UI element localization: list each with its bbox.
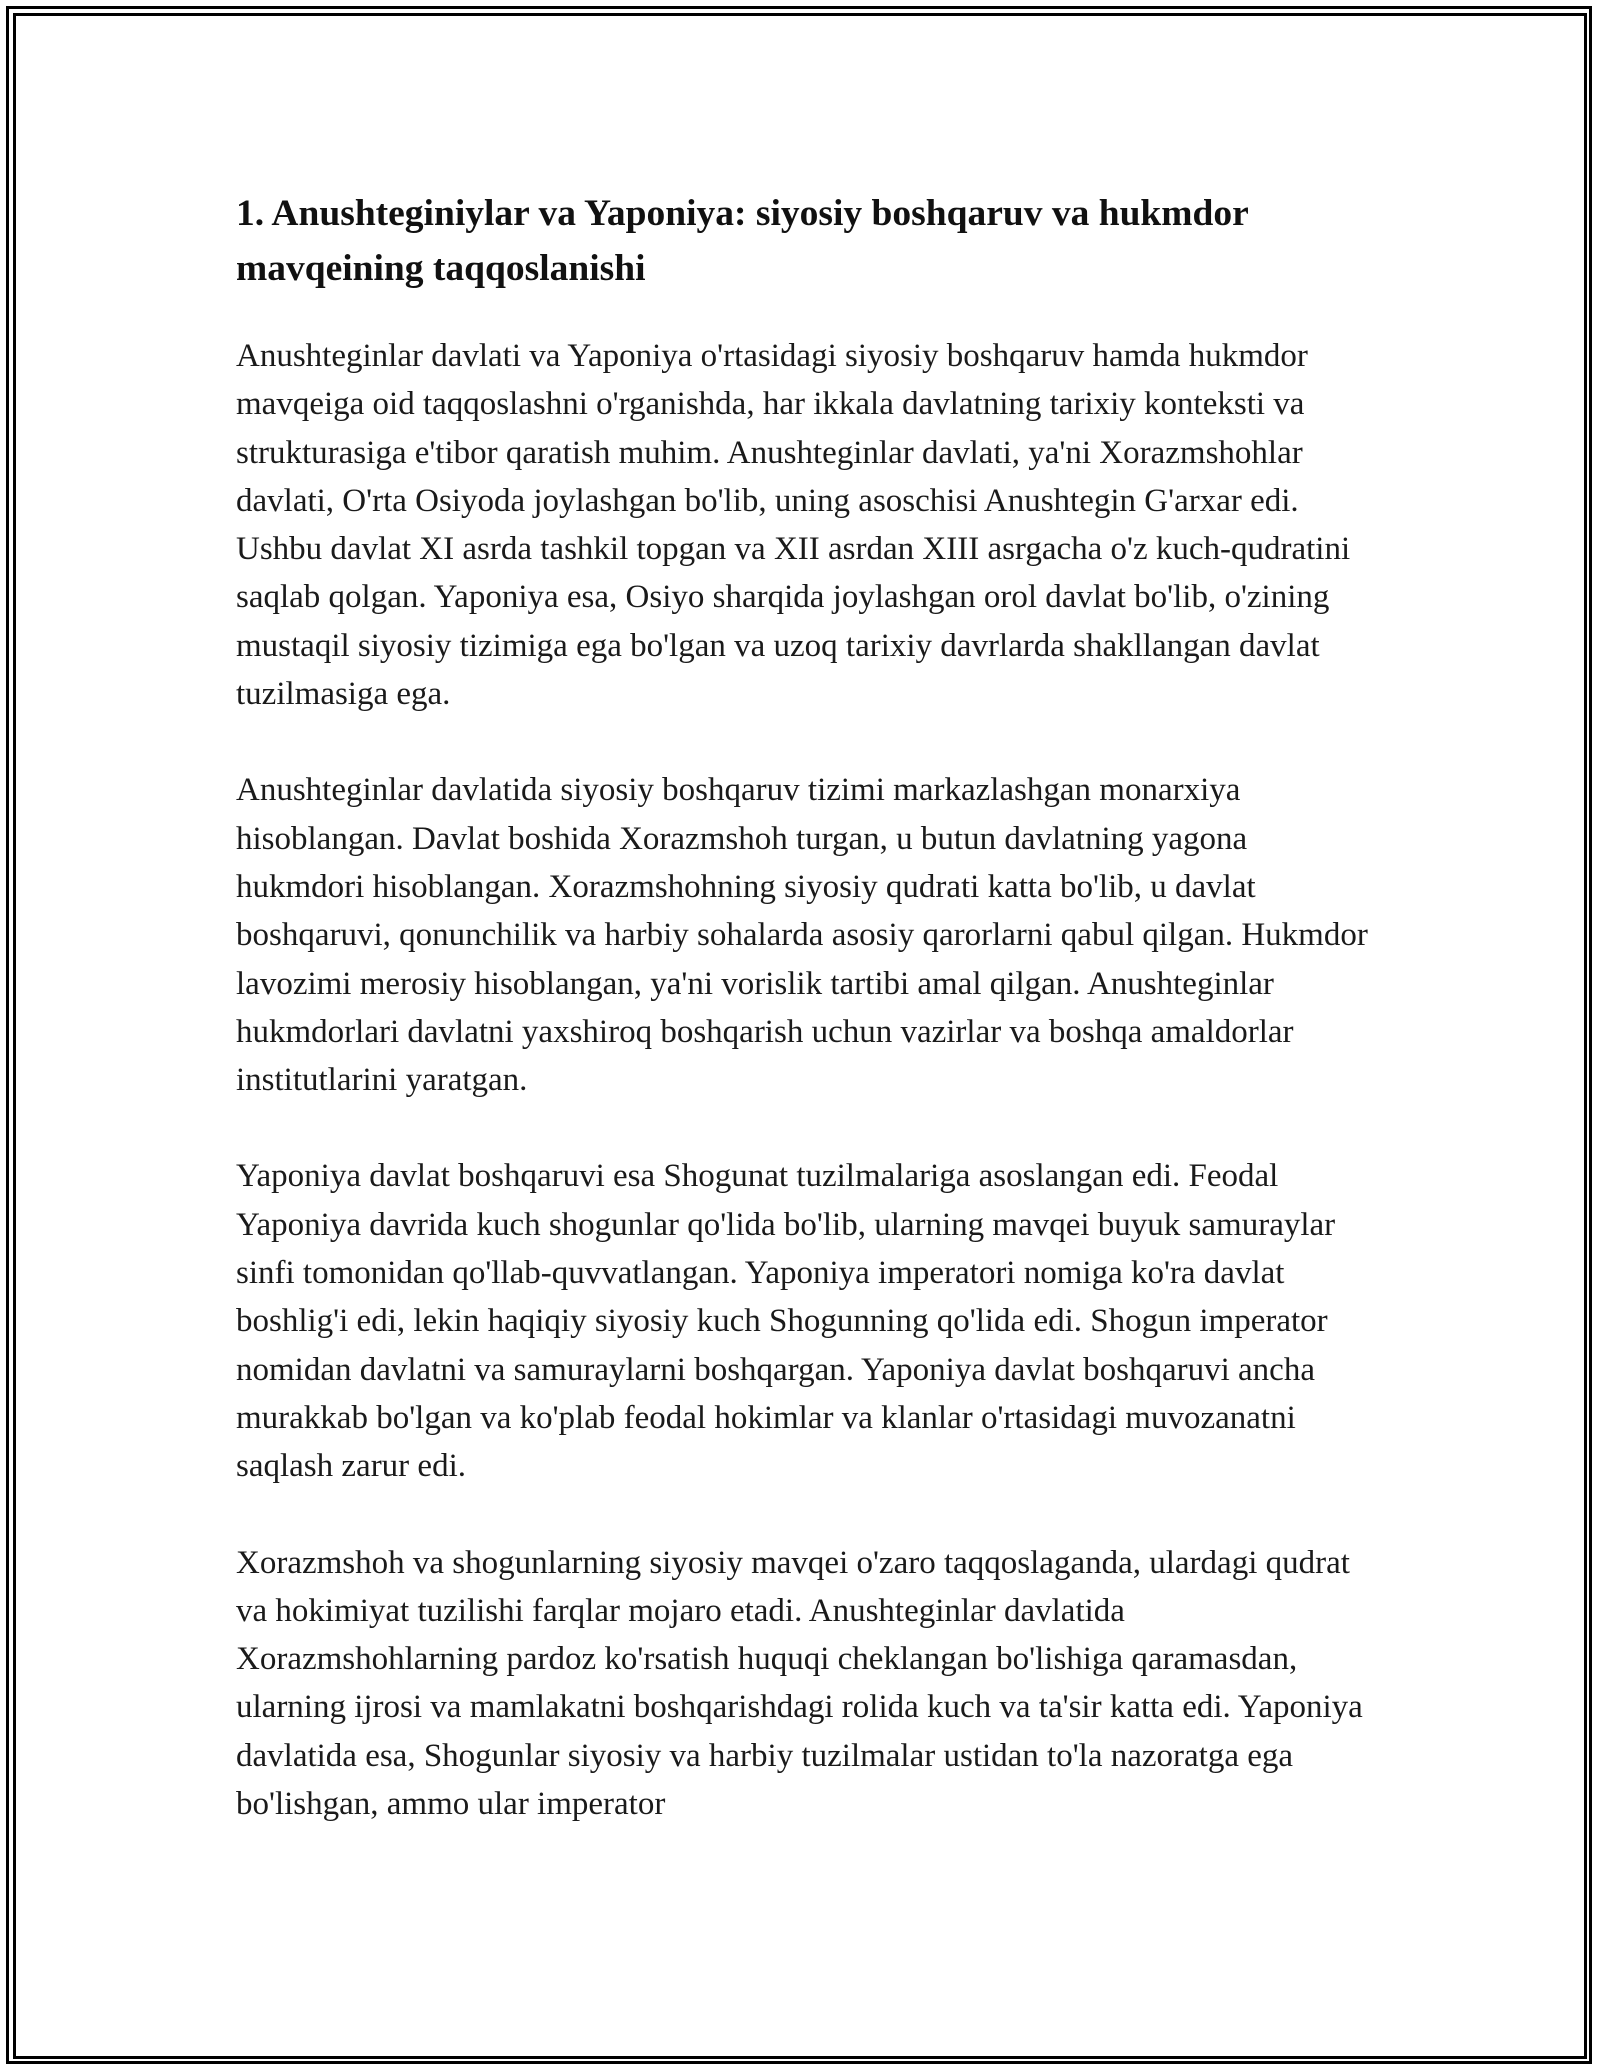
- section-heading: 1. Anushteginiylar va Yaponiya: siyosiy boshqaruv va hukmdor mavqeining taqqoslanishi: [236, 193, 1249, 289]
- paragraph-3: Yaponiya davlat boshqaruvi esa Shogunat tuzilmalariga asoslangan edi. Feodal Yaponiya davrida kuch shogunlar qo'lida bo'lib, ularning mavqei buyuk samuraylar sinfi tomonidan qo'llab-quvvatlangan. Yaponiya imperatori nomiga ko'ra davlat boshlig'i edi, lekin haqiqiy siyosiy kuch Shogunning qo'lida edi. Shogun imperator nomidan davlatni va samuraylarni boshqargan. Yaponiya davlat boshqaruvi ancha murakkab bo'lgan va ko'plab feodal hokimlar va klanlar o'rtasidagi muvozanatni saqlash zarur edi.: [236, 1158, 1336, 1485]
- paragraph-4: Xorazmshoh va shogunlarning siyosiy mavqei o'zaro taqqoslaganda, ulardagi qudrat va hokimiyat tuzilishi farqlar mojaro etadi. Anushteginlar davlatida Xorazmshohlarning pardoz ko'rsatish huquqi cheklangan bo'lishiga qaramasdan, ularning ijrosi va mamlakatni boshqarishdagi rolida kuch va ta'sir katta edi. Yaponiya davlatida esa, Shogunlar siyosiy va harbiy tuzilmalar ustidan to'la nazoratga ega bo'lishgan, ammo ular imperator: [236, 1544, 1363, 1823]
- document-page: [236, 186, 1376, 1876]
- paragraph-1: Anushteginlar davlati va Yaponiya o'rtasidagi siyosiy boshqaruv hamda hukmdor mavqeiga oid taqqoslashni o'rganishda, har ikkala davlatning tarixiy konteksti va strukturasiga e'tibor qaratish muhim. Anushteginlar davlati, ya'ni Xorazmshohlar davlati, O'rta Osiyoda joylashgan bo'lib, uning asoschisi Anushtegin G'arxar edi. Ushbu davlat XI asrda tashkil topgan va XII asrdan XIII asrgacha o'z kuch-qudratini saqlab qolgan. Yaponiya esa, Osiyo sharqida joylashgan orol davlat bo'lib, o'zining mustaqil siyosiy tizimiga ega bo'lgan va uzoq tarixiy davrlarda shakllangan davlat tuzilmasiga ega.: [236, 338, 1351, 713]
- paragraph-2: Anushteginlar davlatida siyosiy boshqaruv tizimi markazlashgan monarxiya hisoblangan. Davlat boshida Xorazmshoh turgan, u butun davlatning yagona hukmdori hisoblangan. Xorazmshohning siyosiy qudrati katta bo'lib, u davlat boshqaruvi, qonunchilik va harbiy sohalarda asosiy qarorlarni qabul qilgan. Hukmdor lavozimi merosiy hisoblangan, ya'ni vorislik tartibi amal qilgan. Anushteginlar hukmdorlari davlatni yaxshiroq boshqarish uchun vazirlar va boshqa amaldorlar institutlarini yaratgan.: [236, 772, 1368, 1099]
